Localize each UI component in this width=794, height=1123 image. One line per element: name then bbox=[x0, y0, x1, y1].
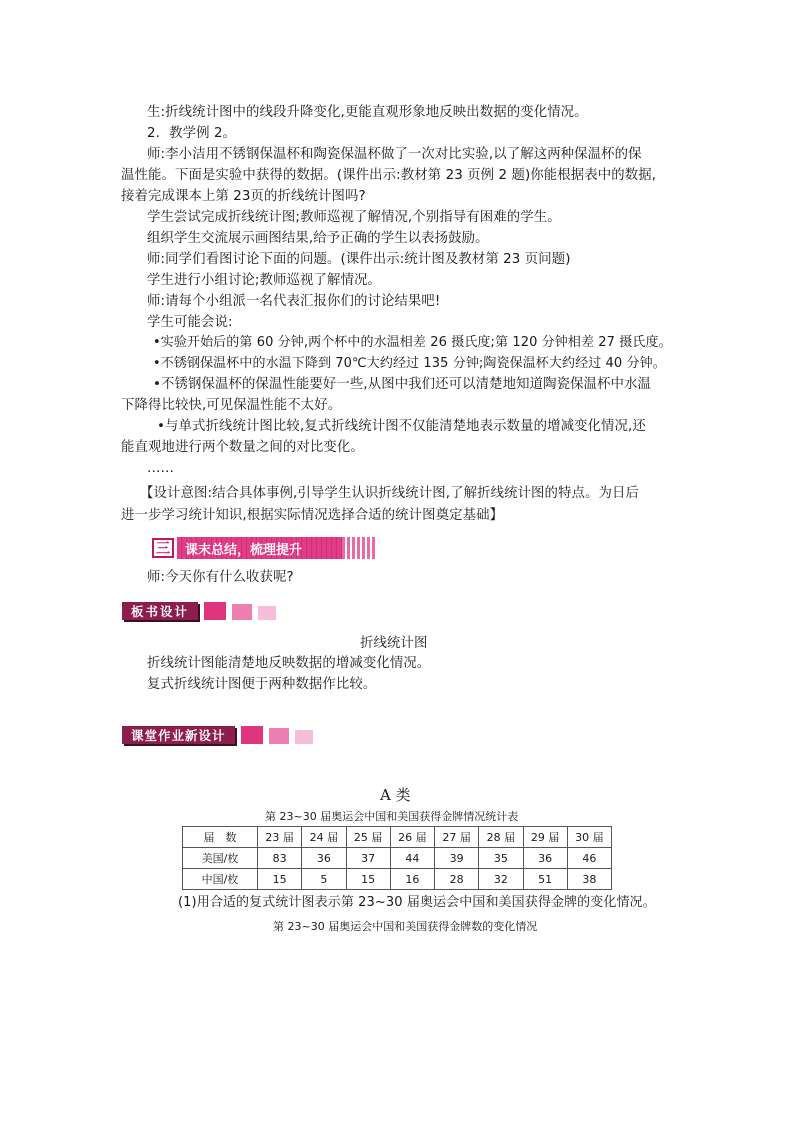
bullet-item: •不锈钢保温杯中的水温下降到 70℃大约经过 135 分钟;陶瓷保温杯大约经过 40 分钟。 bbox=[153, 356, 666, 371]
medal-table bbox=[182, 826, 612, 890]
table-header-cell: 29 届 bbox=[523, 827, 567, 848]
chart-caption: 第 23~30 届奥运会中国和美国获得金牌数的变化情况 bbox=[273, 920, 538, 933]
design-intent: 进一步学习统计知识,根据实际情况选择合适的统计图奠定基础】 bbox=[121, 508, 504, 523]
table-header-cell: 届 数 bbox=[183, 827, 258, 848]
table-cell: 46 bbox=[567, 848, 611, 869]
table-cell: 中国/枚 bbox=[183, 869, 258, 890]
paragraph: 2．教学例 2。 bbox=[147, 126, 237, 141]
bullet-item: •与单式折线统计图比较,复式折线统计图不仅能清楚地表示数量的增减变化情况,还 bbox=[157, 419, 646, 434]
decor-square bbox=[241, 726, 263, 744]
paragraph: 生:折线统计图中的线段升降变化,更能直观形象地反映出数据的变化情况。 bbox=[147, 105, 588, 120]
decor-square bbox=[269, 728, 289, 744]
table-cell: 5 bbox=[302, 869, 346, 890]
table-cell: 51 bbox=[523, 869, 567, 890]
board-design-label: 板书设计 bbox=[122, 602, 198, 620]
table-header-cell: 25 届 bbox=[346, 827, 390, 848]
table-cell: 38 bbox=[567, 869, 611, 890]
paragraph: 学生进行小组讨论;教师巡视了解情况。 bbox=[147, 273, 381, 288]
table-cell: 32 bbox=[479, 869, 523, 890]
homework-label: 课堂作业新设计 bbox=[122, 726, 235, 744]
decor-square bbox=[258, 606, 276, 620]
table-cell: 15 bbox=[258, 869, 302, 890]
section-number: 三 bbox=[152, 538, 174, 558]
paragraph: 师:同学们看图讨论下面的问题。(课件出示:统计图及教材第 23 页问题) bbox=[147, 252, 571, 267]
table-cell: 83 bbox=[258, 848, 302, 869]
board-line: 复式折线统计图便于两种数据作比较。 bbox=[147, 677, 377, 692]
table-row bbox=[183, 848, 612, 869]
paragraph: 师:李小洁用不锈钢保温杯和陶瓷保温杯做了一次对比实验,以了解这两种保温杯的保 bbox=[147, 147, 642, 162]
paragraph: 师:请每个小组派一名代表汇报你们的讨论结果吧! bbox=[147, 294, 441, 309]
table-cell: 35 bbox=[479, 848, 523, 869]
bullet-item: •不锈钢保温杯的保温性能要好一些,从图中我们还可以清楚地知道陶瓷保温杯中水温 bbox=[153, 377, 652, 392]
table-cell: 36 bbox=[523, 848, 567, 869]
table-cell: 28 bbox=[435, 869, 479, 890]
table-header-cell: 24 届 bbox=[302, 827, 346, 848]
table-row bbox=[183, 869, 612, 890]
table-header-cell: 28 届 bbox=[479, 827, 523, 848]
board-line: 折线统计图能清楚地反映数据的增减变化情况。 bbox=[147, 656, 431, 671]
design-intent: 【设计意图:结合具体事例,引导学生认识折线统计图,了解折线统计图的特点。为日后 bbox=[140, 486, 639, 501]
homework-question: (1)用合适的复式统计图表示第 23~30 届奥运会中国和美国获得金牌的变化情况。 bbox=[178, 895, 656, 910]
table-header-cell: 30 届 bbox=[567, 827, 611, 848]
table-cell: 16 bbox=[390, 869, 434, 890]
table-header-cell: 27 届 bbox=[435, 827, 479, 848]
category-heading: A 类 bbox=[380, 786, 411, 804]
table-cell: 37 bbox=[346, 848, 390, 869]
paragraph: 学生尝试完成折线统计图;教师巡视了解情况,个别指导有困难的学生。 bbox=[147, 210, 561, 225]
bullet-item: •实验开始后的第 60 分钟,两个杯中的水温相差 26 摄氏度;第 120 分钟相差 27 摄氏度。 bbox=[153, 335, 672, 350]
section-banner-3 bbox=[152, 537, 376, 559]
table-title: 第 23~30 届奥运会中国和美国获得金牌情况统计表 bbox=[265, 810, 519, 823]
bullet-item: 能直观地进行两个数量之间的对比变化。 bbox=[121, 440, 364, 455]
table-cell: 美国/枚 bbox=[183, 848, 258, 869]
table-cell: 15 bbox=[346, 869, 390, 890]
homework-tag bbox=[122, 726, 313, 744]
paragraph: 接着完成课本上第 23页的折线统计图吗? bbox=[121, 189, 366, 204]
decor-square bbox=[295, 730, 313, 744]
table-cell: 36 bbox=[302, 848, 346, 869]
teacher-question: 师:今天你有什么收获呢? bbox=[147, 570, 294, 585]
table-header-row bbox=[183, 827, 612, 848]
section-title: 课末总结，梳理提升 bbox=[177, 537, 342, 559]
board-design-tag bbox=[122, 602, 276, 620]
paragraph: 组织学生交流展示画图结果,给予正确的学生以表扬鼓励。 bbox=[147, 231, 489, 246]
ellipsis: …… bbox=[147, 461, 174, 476]
decor-square bbox=[232, 604, 252, 620]
paragraph: 学生可能会说: bbox=[147, 315, 233, 330]
decor-square bbox=[204, 602, 226, 620]
table-cell: 39 bbox=[435, 848, 479, 869]
table-cell: 44 bbox=[390, 848, 434, 869]
table-header-cell: 26 届 bbox=[390, 827, 434, 848]
board-title: 折线统计图 bbox=[360, 636, 428, 651]
table-header-cell: 23 届 bbox=[258, 827, 302, 848]
bullet-item: 下降得比较快,可见保温性能不太好。 bbox=[121, 398, 342, 413]
paragraph: 温性能。下面是实验中获得的数据。(课件出示:教材第 23 页例 2 题)你能根据表中的数据, bbox=[121, 168, 657, 183]
banner-decoration bbox=[342, 537, 376, 559]
